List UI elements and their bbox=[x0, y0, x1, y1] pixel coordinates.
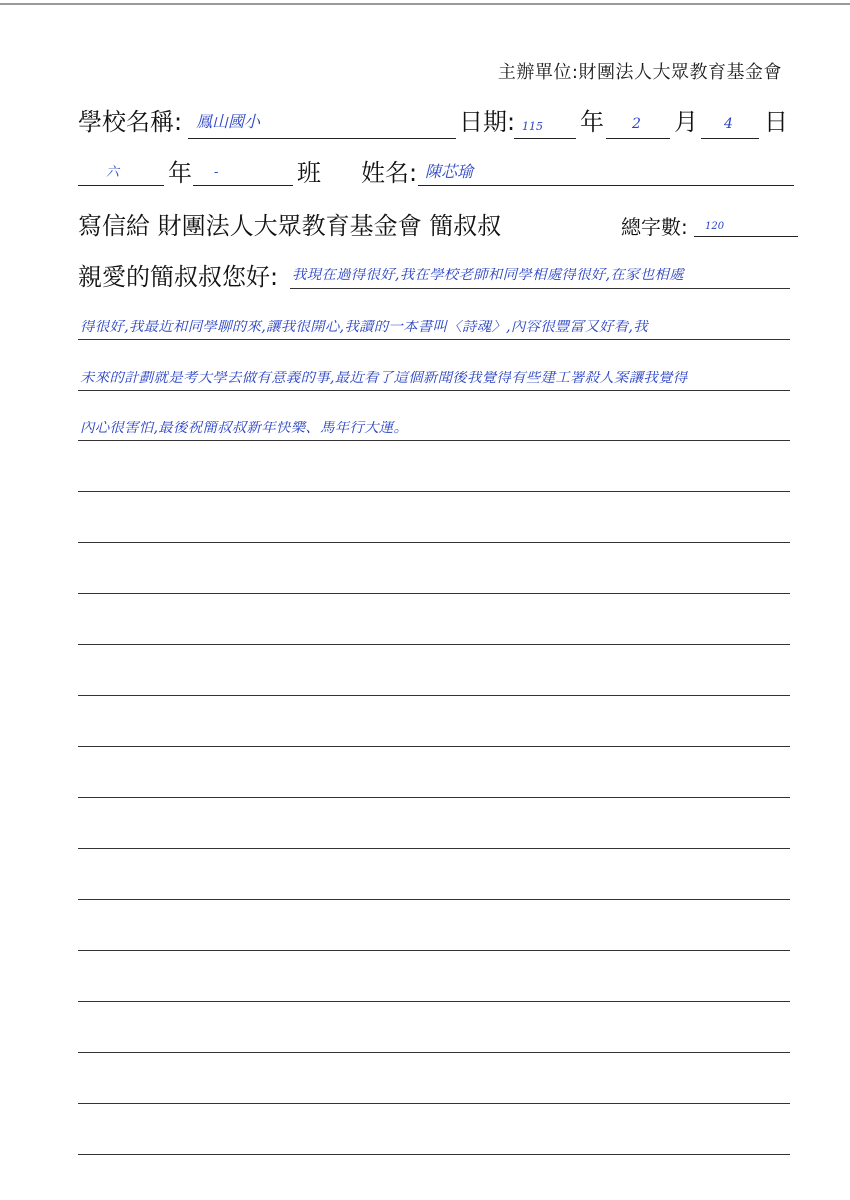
ruled-line bbox=[78, 1001, 790, 1002]
word-count-label: 總字數: bbox=[621, 215, 688, 239]
ruled-line bbox=[78, 542, 790, 543]
ruled-line bbox=[78, 1103, 790, 1104]
ruled-line bbox=[78, 695, 790, 696]
name-underline bbox=[418, 185, 794, 186]
date-month-underline bbox=[606, 138, 670, 139]
year-label: 年 bbox=[580, 108, 604, 136]
month-label: 月 bbox=[674, 108, 698, 136]
name-label: 姓名: bbox=[361, 159, 418, 187]
ruled-line bbox=[78, 1052, 790, 1053]
name-value[interactable]: 陳芯瑜 bbox=[425, 162, 474, 181]
grade-underline bbox=[78, 185, 164, 186]
letter-line: 得很好,我最近和同學聊的來,讓我很開心,我讀的一本書叫〈詩魂〉,內容很豐富又好看,我 bbox=[80, 320, 648, 335]
letter-line: 內心很害怕,最後祝簡叔叔新年快樂、馬年行大運。 bbox=[80, 421, 409, 436]
ruled-line bbox=[78, 339, 790, 340]
class-label: 班 bbox=[297, 159, 321, 187]
day-label: 日 bbox=[764, 108, 788, 136]
ruled-line bbox=[78, 797, 790, 798]
grade-label: 年 bbox=[168, 159, 192, 187]
word-count-value[interactable]: 120 bbox=[705, 221, 725, 232]
school-value[interactable]: 鳳山國小 bbox=[196, 112, 261, 131]
date-year-underline bbox=[514, 138, 576, 139]
ruled-line bbox=[78, 491, 790, 492]
letter-line: 未來的計劃就是考大學去做有意義的事,最近看了這個新聞後我覺得有些建工署殺人案讓我覺得 bbox=[80, 371, 688, 386]
organizer-label: 主辦單位:財團法人大眾教育基金會 bbox=[497, 62, 782, 83]
school-underline bbox=[188, 138, 456, 139]
date-year-value[interactable]: 115 bbox=[522, 120, 543, 133]
ruled-line bbox=[78, 746, 790, 747]
ruled-line bbox=[78, 644, 790, 645]
ruled-line bbox=[78, 1154, 790, 1155]
scan-top-edge bbox=[0, 3, 850, 5]
date-day-underline bbox=[701, 138, 759, 139]
letter-line: 我現在過得很好,我在學校老師和同學相處得很好,在家也相處 bbox=[292, 268, 684, 283]
class-value[interactable]: - bbox=[214, 165, 219, 180]
ruled-line bbox=[78, 390, 790, 391]
grade-value[interactable]: 六 bbox=[106, 165, 120, 180]
ruled-line bbox=[78, 593, 790, 594]
greeting-label: 親愛的簡叔叔您好: bbox=[78, 263, 279, 291]
ruled-line bbox=[78, 440, 790, 441]
word-count-underline bbox=[694, 236, 798, 237]
date-label: 日期: bbox=[459, 108, 516, 136]
ruled-line bbox=[78, 899, 790, 900]
class-underline bbox=[193, 185, 293, 186]
ruled-line bbox=[78, 848, 790, 849]
school-label: 學校名稱: bbox=[78, 108, 183, 136]
ruled-line bbox=[78, 950, 790, 951]
date-day-value[interactable]: 4 bbox=[724, 116, 733, 132]
recipient-label: 寫信給 財團法人大眾教育基金會 簡叔叔 bbox=[78, 212, 502, 240]
date-month-value[interactable]: 2 bbox=[632, 116, 641, 132]
ruled-line bbox=[290, 288, 790, 289]
